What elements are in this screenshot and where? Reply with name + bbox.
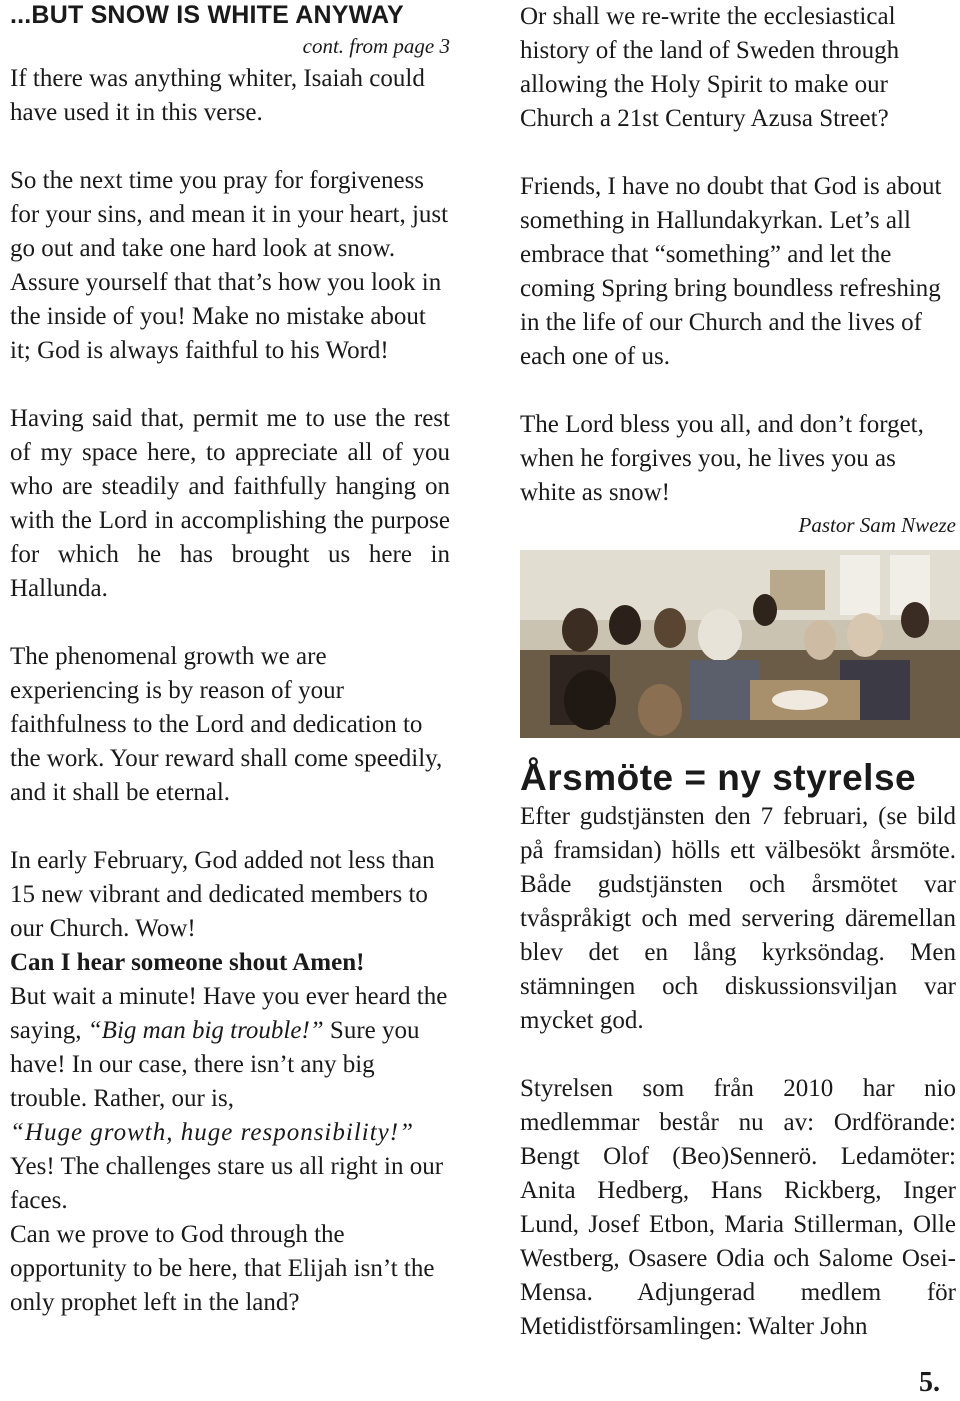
paragraph-6-start: But wait a minute! Have you ever heard the saying, (10, 983, 448, 1044)
paragraph-2: So the next time you pray for forgiveness for your sins, and mean it in your heart, just go out and take one hard look at snow. Assure yourself that that’s how you look in the inside of you! Make no mistake about it; God is always faithful to his Word! (10, 167, 449, 364)
paragraph-4: The phenomenal growth we are experiencing is by reason of your faithfulness to the Lord and dedication to the work. Your reward shall come speedily, and it shall be eternal. (10, 643, 443, 806)
quote-huge-growth: “Huge growth, huge responsibility!” (10, 1119, 414, 1146)
paragraph-1: If there was anything whiter, Isaiah could have used it in this verse. (10, 65, 425, 126)
left-column (10, 0, 450, 1320)
photo-icon (520, 550, 960, 738)
paragraph-5: In early February, God added not less than 15 new vibrant and dedicated members to our Church. Wow! (10, 847, 435, 942)
quote-big-man: “Big man big trouble!” (87, 1017, 324, 1044)
paragraph-6-end: Sure you have! In our case, there isn’t any big trouble. Rather, our is, (10, 1017, 420, 1112)
right-column (520, 0, 956, 1344)
paragraph-6 (10, 980, 450, 1116)
paragraph-8: Can we prove to God through the opportunity to be here, that Elijah isn’t the only prophet left in the land? (10, 1221, 435, 1316)
church-gathering-photo (520, 550, 960, 738)
right-paragraph-3: The Lord bless you all, and don’t forget, when he forgives you, he lives you as white as snow! (520, 411, 924, 506)
article-heading: ...BUT SNOW IS WHITE ANYWAY (10, 1, 404, 29)
right-paragraph-2: Friends, I have no doubt that God is about something in Hallundakyrkan. Let’s all embrace that “something” and let the coming Spring bring boundless refreshing in the life of our Church and the lives of each one of us. (520, 173, 942, 370)
paragraph-7: Yes! The challenges stare us all right in our faces. (10, 1153, 444, 1214)
swedish-paragraph-2: Styrelsen som från 2010 har nio medlemmar består nu av: Ordförande: Bengt Olof (Beo)Sennerö. Ledamöter: Anita Hedberg, Hans Rickberg, Inger Lund, Josef Etbon, Maria Stillerman, Olle Westberg, Osasere Odia och Salome Osei-Mensa. Adjungerad medlem för Metidistförsamlingen: Walter John (520, 1075, 956, 1340)
shout-amen-line: Can I hear someone shout Amen! (10, 949, 365, 976)
page-number: 5. (919, 1367, 940, 1398)
swedish-article-title: Årsmöte = ny styrelse (520, 757, 917, 798)
continued-note: cont. from page 3 (302, 34, 450, 58)
paragraph-3: Having said that, permit me to use the rest of my space here, to appreciate all of you who are steadily and faithfully hanging on with the Lord in accomplishing the purpose for which he has brought us here in Hallunda. (10, 405, 450, 602)
right-paragraph-1: Or shall we re-write the ecclesiastical history of the land of Sweden through allowing the Holy Spirit to make our Church a 21st Century Azusa Street? (520, 3, 900, 132)
swedish-paragraph-1: Efter gudstjänsten den 7 februari, (se bild på framsidan) hölls ett välbesökt årsmöte. Både gudstjänsten och årsmötet var tvåspråkigt och med servering däremellan blev det en lång kyrksöndag. Men stämningen och diskussionsviljan var mycket god. (520, 803, 956, 1034)
author-signature: Pastor Sam Nweze (798, 513, 956, 537)
